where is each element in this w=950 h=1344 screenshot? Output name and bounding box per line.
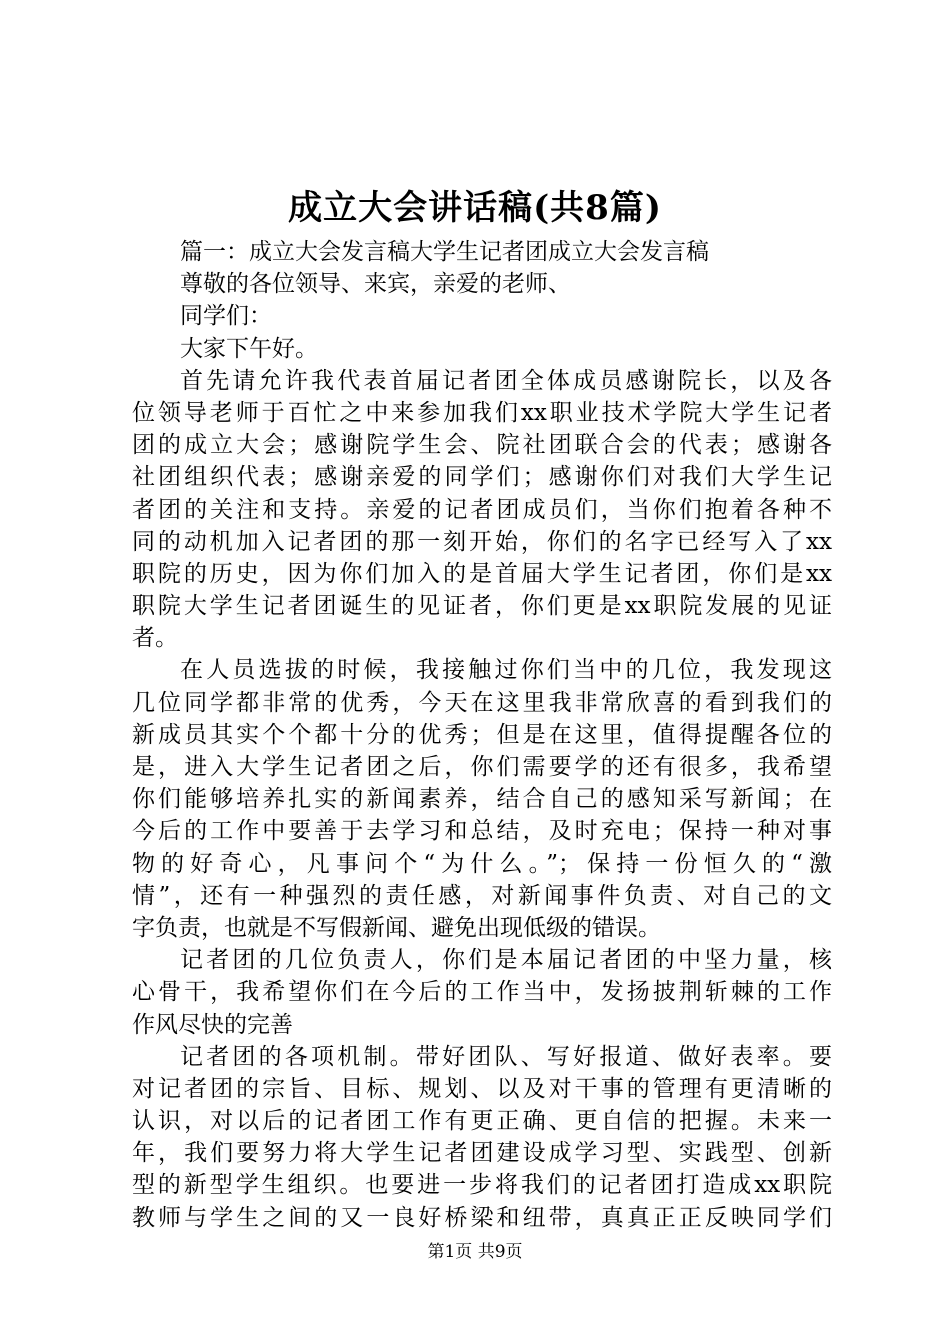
- body-line: 尊敬的各位领导、来宾，亲爱的老师、: [180, 271, 571, 298]
- body-line: 今后的工作中要善于去学习和总结，及时充电；保持一种对事: [132, 818, 832, 845]
- body-line: 物的好奇心，凡事问个“为什么。”；保持一份恒久的“激: [132, 850, 832, 877]
- body-line: 字负责，也就是不写假新闻、避免出现低级的错误。: [132, 914, 661, 941]
- body-line: 新成员其实个个都十分的优秀；但是在这里，值得提醒各位的: [132, 721, 832, 748]
- page-footer: 第1页 共9页: [427, 1242, 523, 1262]
- body-line: 记者团的各项机制。带好团队、写好报道、做好表率。要: [180, 1043, 832, 1070]
- body-line: 年，我们要努力将大学生记者团建设成学习型、实践型、创新: [132, 1140, 832, 1167]
- body-line: 大家下午好。: [180, 335, 318, 362]
- body-line: 你们能够培养扎实的新闻素养，结合自己的感知采写新闻；在: [132, 786, 832, 813]
- body-line: 几位同学都非常的优秀，今天在这里我非常欣喜的看到我们的: [132, 689, 832, 716]
- body-line: 首先请允许我代表首届记者团全体成员感谢院长，以及各: [180, 367, 832, 394]
- body-line: 型的新型学生组织。也要进一步将我们的记者团打造成xx职院: [132, 1172, 832, 1199]
- document-body: [132, 236, 832, 1234]
- body-line: 者团的关注和支持。亲爱的记者团成员们，当你们抱着各种不: [132, 496, 832, 523]
- body-line: 对记者团的宗旨、目标、规划、以及对干事的管理有更清晰的: [132, 1075, 832, 1102]
- body-line: 记者团的几位负责人，你们是本届记者团的中坚力量，核: [180, 947, 832, 974]
- body-line: 者。: [132, 625, 178, 652]
- body-line: 社团组织代表；感谢亲爱的同学们；感谢你们对我们大学生记: [132, 464, 832, 491]
- body-line: 篇一：成立大会发言稿大学生记者团成立大会发言稿: [180, 239, 709, 265]
- body-line: 同学们：: [180, 303, 272, 330]
- body-line: 位领导老师于百忙之中来参加我们xx职业技术学院大学生记者: [132, 399, 832, 426]
- body-line: 教师与学生之间的又一良好桥梁和纽带，真真正正反映同学们: [132, 1204, 832, 1231]
- body-line: 是，进入大学生记者团之后，你们需要学的还有很多，我希望: [132, 754, 832, 780]
- body-line: 职院大学生记者团诞生的见证者，你们更是xx职院发展的见证: [132, 593, 832, 620]
- body-line: 同的动机加入记者团的那一刻开始，你们的名字已经写入了xx: [132, 528, 832, 555]
- body-line: 在人员选拔的时候，我接触过你们当中的几位，我发现这: [180, 657, 832, 684]
- body-line: 心骨干，我希望你们在今后的工作当中，发扬披荆斩棘的工作: [132, 979, 832, 1006]
- body-line: 认识，对以后的记者团工作有更正确、更自信的把握。未来一: [132, 1108, 832, 1135]
- body-line: 作风尽快的完善: [132, 1011, 293, 1038]
- body-line: 情”，还有一种强烈的责任感，对新闻事件负责、对自己的文: [132, 882, 832, 909]
- body-line: 职院的历史，因为你们加入的是首届大学生记者团，你们是xx: [132, 560, 832, 587]
- document-title: 成立大会讲话稿(共8篇): [288, 188, 662, 228]
- body-line: 团的成立大会；感谢院学生会、院社团联合会的代表；感谢各: [132, 432, 832, 459]
